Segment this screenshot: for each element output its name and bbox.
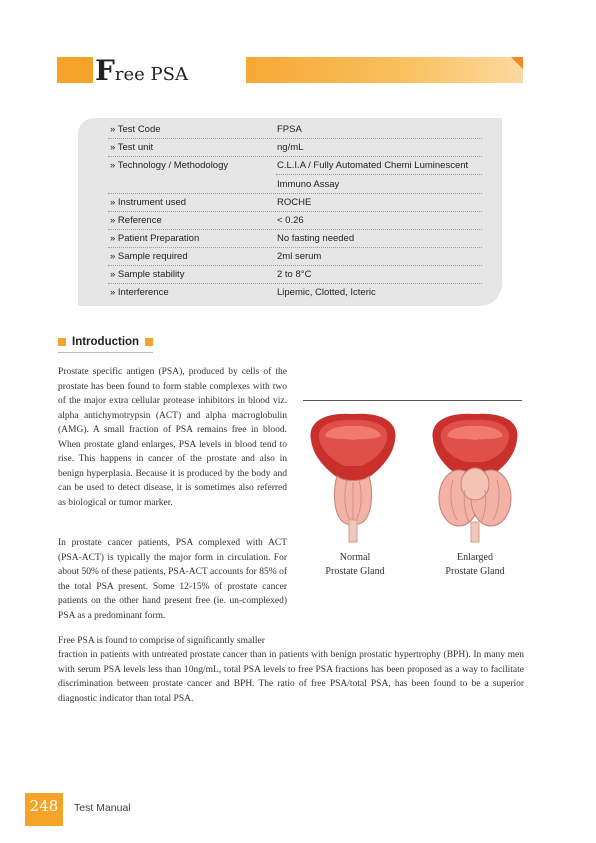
info-label: » Test Code xyxy=(110,124,161,135)
introduction-heading-text: Introduction xyxy=(72,336,140,348)
info-value: ng/mL xyxy=(277,142,304,153)
divider xyxy=(108,193,482,194)
info-value: < 0.26 xyxy=(277,215,304,226)
figure-top-rule xyxy=(303,400,522,401)
info-value: C.L.I.A / Fully Automated Chemi Luminescent xyxy=(277,160,469,171)
page-title-rest: ree PSA xyxy=(114,64,188,85)
heading-underline xyxy=(58,352,153,353)
info-value: Immuno Assay xyxy=(277,179,340,190)
info-value: FPSA xyxy=(277,124,302,135)
info-label: » Sample stability xyxy=(110,269,185,280)
bullet-square-icon xyxy=(145,338,153,346)
test-info-panel xyxy=(78,118,502,306)
normal-caption xyxy=(305,551,405,579)
normal-caption-line1: Normal xyxy=(339,552,371,563)
title-band-left xyxy=(57,57,93,83)
intro-paragraph-3: fraction in patients with untreated prostate cancer than in patients with benign prostatic hypertrophy (BPH). In many men with serum PSA levels less than 10ng/mL, total PSA levels to free PSA fractions has been proposed as a way to facilitate discrimination between prostate cancer and BPH. The ratio of free PSA/total PSA, has been found to be a superior diagnostic indicator than total PSA. xyxy=(58,650,524,704)
footer-label: Test Manual xyxy=(74,802,131,814)
info-label: » Patient Preparation xyxy=(110,233,200,244)
divider xyxy=(108,229,482,230)
divider xyxy=(108,283,482,284)
introduction-heading xyxy=(58,336,153,348)
info-label: » Test unit xyxy=(110,142,154,153)
info-label: » Technology / Methodology xyxy=(110,160,229,171)
info-label: » Instrument used xyxy=(110,197,187,208)
page-title-initial: F xyxy=(95,54,115,87)
info-value: No fasting needed xyxy=(277,233,355,244)
divider xyxy=(108,247,482,248)
intro-paragraph-1: Prostate specific antigen (PSA), produced by cells of the prostate has been found to form stable complexes with two of the major extra cellular protease inhibitors in blood viz. alpha antichymotrypsin (ACT) and alpha macroglobulin (AMG). A small fraction of PSA remains free in blood. When prostate gland enlarges, PSA levels in blood tend to rise. This happens in cancer of the prostate and also in benign hyperplasia. Because it is produced by the body and can be used to detect disease, it is sometimes also referred as biological or tumor marker. xyxy=(58,367,287,508)
normal-prostate-illustration xyxy=(303,410,403,545)
enlarged-caption-line2: Prostate Gland xyxy=(445,566,505,577)
bullet-square-icon xyxy=(58,338,66,346)
divider xyxy=(108,211,482,212)
enlarged-caption-line1: Enlarged xyxy=(457,552,493,563)
enlarged-prostate-illustration xyxy=(425,410,525,545)
title-band-corner xyxy=(511,57,523,69)
divider xyxy=(108,265,482,266)
info-label: » Reference xyxy=(110,215,162,226)
divider xyxy=(108,138,482,139)
divider xyxy=(276,174,482,175)
info-value: 2ml serum xyxy=(277,251,322,262)
info-label: » Interference xyxy=(110,287,169,298)
page-number: 248 xyxy=(29,797,59,815)
divider xyxy=(108,156,482,157)
title-band-right xyxy=(246,57,523,83)
page-title xyxy=(95,54,188,87)
info-label: » Sample required xyxy=(110,251,188,262)
normal-caption-line2: Prostate Gland xyxy=(325,566,385,577)
enlarged-caption xyxy=(425,551,525,579)
intro-paragraph-2: In prostate cancer patients, PSA complexed with ACT (PSA-ACT) is typically the major form in circulation. For about 50% of these patients, PSA-ACT accounts for 85% of the total PSA present. Some 12-15% of prostate cancer patients on the other hand present free (ie. un-complexed) PSA as a predominant form. xyxy=(58,538,287,621)
info-value: 2 to 8°C xyxy=(277,269,312,280)
info-value: Lipemic, Clotted, Icteric xyxy=(277,287,376,298)
info-value: ROCHE xyxy=(277,197,312,208)
intro-paragraph-3-line1: Free PSA is found to comprise of significantly smaller xyxy=(58,636,265,646)
